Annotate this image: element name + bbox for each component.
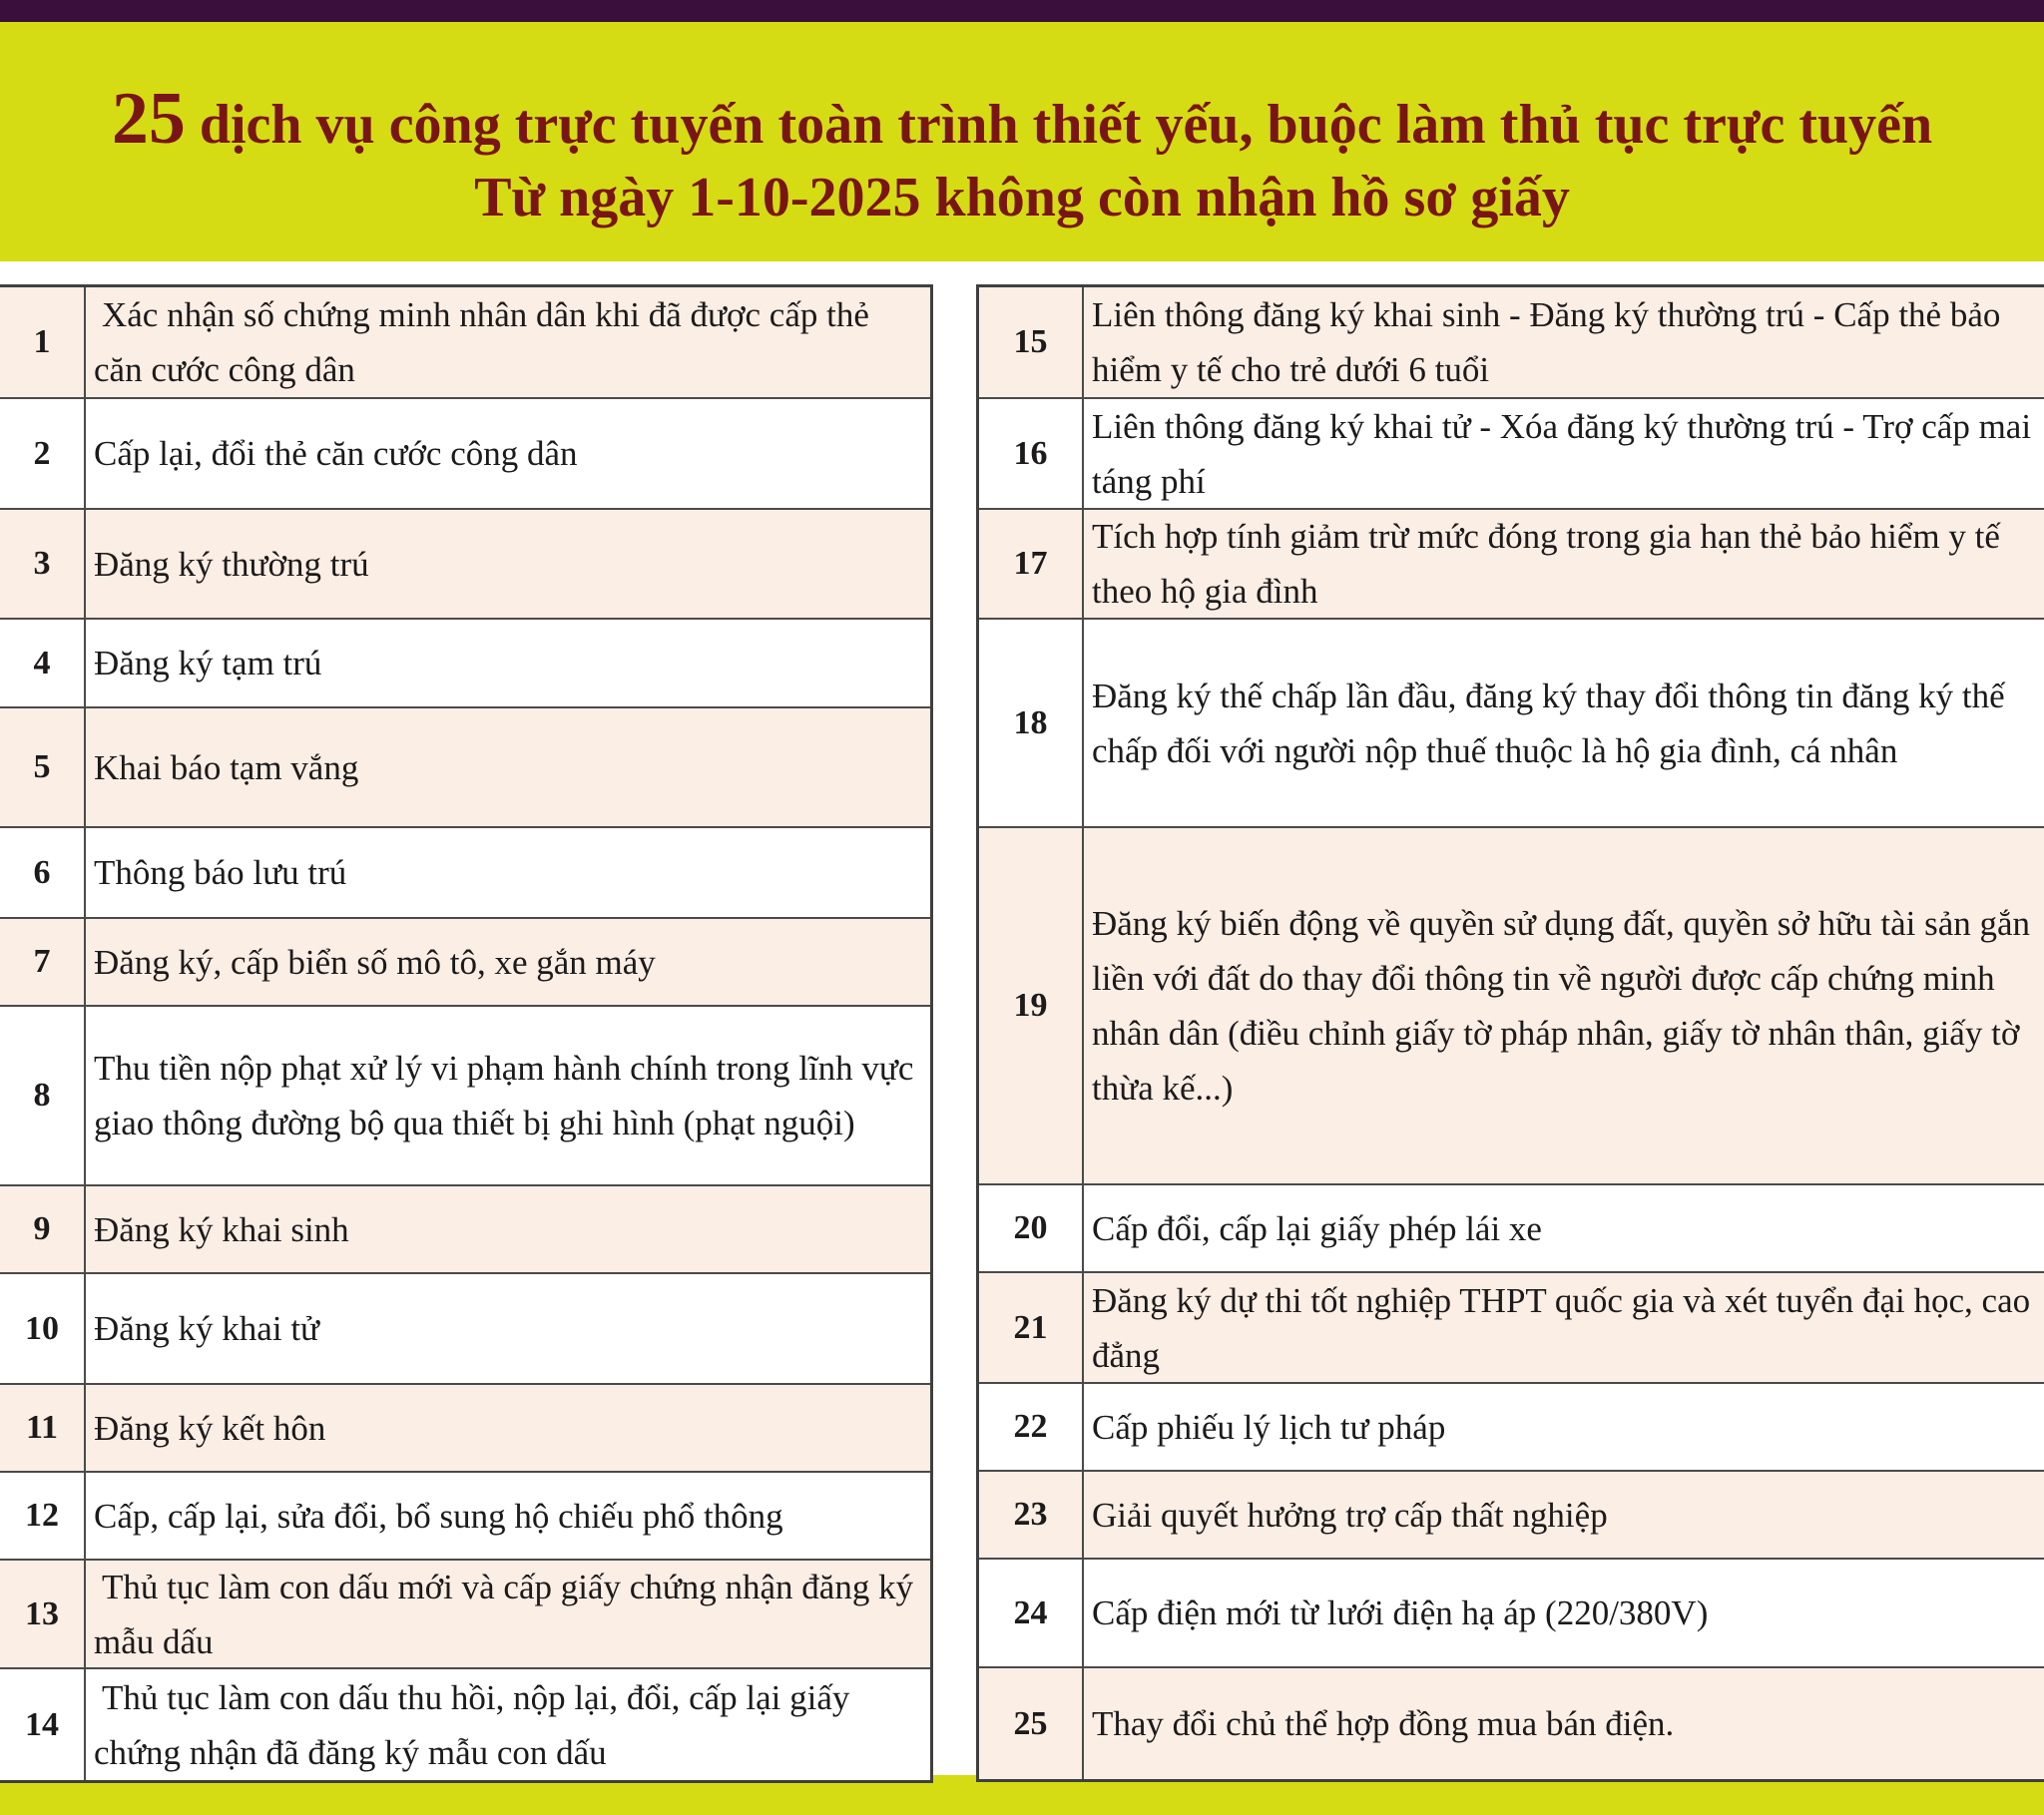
service-name: Cấp phiếu lý lịch tư pháp <box>1092 1407 1446 1447</box>
service-name: Thay đổi chủ thể hợp đồng mua bán điện. <box>1092 1704 1675 1743</box>
row-number: 2 <box>0 399 86 508</box>
table-row <box>979 1560 2044 1668</box>
table-row <box>979 1668 2044 1779</box>
row-number: 22 <box>979 1384 1084 1470</box>
service-name: Đăng ký thế chấp lần đầu, đăng ký thay đổi thông tin đăng ký thế chấp đối với người nộp thuế thuộc là hộ gia đình, cá nhân <box>1092 676 2005 770</box>
row-number: 10 <box>0 1274 86 1383</box>
table-row <box>0 620 930 708</box>
row-number: 24 <box>979 1560 1084 1666</box>
row-number: 13 <box>0 1561 86 1667</box>
row-number: 21 <box>979 1273 1084 1382</box>
service-name: Thông báo lưu trú <box>94 853 347 892</box>
service-name: Liên thông đăng ký khai tử - Xóa đăng ký thường trú - Trợ cấp mai táng phí <box>1092 406 2032 501</box>
service-name: Đăng ký dự thi tốt nghiệp THPT quốc gia và xét tuyển đại học, cao đẳng <box>1092 1280 2031 1375</box>
service-name: Cấp, cấp lại, sửa đổi, bổ sung hộ chiếu phổ thông <box>94 1496 783 1536</box>
service-name: Giải quyết hưởng trợ cấp thất nghiệp <box>1092 1495 1608 1535</box>
row-number: 7 <box>0 919 86 1005</box>
table-row <box>0 1007 930 1186</box>
row-number: 12 <box>0 1473 86 1559</box>
header-banner <box>0 22 2044 261</box>
service-name: Liên thông đăng ký khai sinh - Đăng ký thường trú - Cấp thẻ bảo hiểm y tế cho trẻ dưới 6 tuổi <box>1092 295 2001 389</box>
row-number: 11 <box>0 1385 86 1471</box>
row-number: 17 <box>979 510 1084 618</box>
services-table-right <box>976 284 2044 1782</box>
row-number: 5 <box>0 708 86 826</box>
table-row <box>979 620 2044 828</box>
table-row <box>0 1186 930 1274</box>
table-row <box>0 1274 930 1385</box>
row-number: 3 <box>0 510 86 618</box>
row-number: 8 <box>0 1007 86 1184</box>
table-row <box>979 828 2044 1185</box>
service-name: Đăng ký biến động về quyền sử dụng đất, quyền sở hữu tài sản gắn liền với đất do thay đổi thông tin về người được cấp chứng minh nhân dân (điều chỉnh giấy tờ pháp nhân, giấy tờ nhân thân, giấy tờ thừa kế...) <box>1092 904 2031 1108</box>
row-number: 9 <box>0 1186 86 1272</box>
row-number: 18 <box>979 620 1084 826</box>
service-name: Đăng ký khai sinh <box>94 1209 349 1249</box>
page-subtitle: Từ ngày 1-10-2025 không còn nhận hồ sơ giấy <box>474 167 1570 228</box>
row-number: 1 <box>0 287 86 397</box>
top-band <box>0 0 2044 22</box>
row-number: 20 <box>979 1185 1084 1271</box>
table-row <box>0 828 930 919</box>
service-name: Thủ tục làm con dấu thu hồi, nộp lại, đổi, cấp lại giấy chứng nhận đã đăng ký mẫu con dấu <box>94 1677 850 1772</box>
table-row <box>0 1561 930 1669</box>
row-number: 23 <box>979 1472 1084 1558</box>
service-name: Xác nhận số chứng minh nhân dân khi đã được cấp thẻ căn cước công dân <box>94 295 869 389</box>
table-row <box>979 1273 2044 1384</box>
row-number: 16 <box>979 399 1084 508</box>
page-title <box>0 78 2044 160</box>
row-number: 19 <box>979 828 1084 1183</box>
table-row <box>0 1669 930 1780</box>
table-row <box>0 1385 930 1473</box>
table-row <box>979 1185 2044 1273</box>
title-text: dịch vụ công trực tuyến toàn trình thiết yếu, buộc làm thủ tục trực tuyến <box>185 94 1933 156</box>
services-table-left <box>0 284 933 1783</box>
row-number: 4 <box>0 620 86 706</box>
service-name: Thu tiền nộp phạt xử lý vi phạm hành chính trong lĩnh vực giao thông đường bộ qua thiết bị ghi hình (phạt nguội) <box>94 1049 914 1142</box>
service-name: Thủ tục làm con dấu mới và cấp giấy chứng nhận đăng ký mẫu dấu <box>94 1567 914 1661</box>
table-row <box>0 1473 930 1561</box>
service-name: Đăng ký tạm trú <box>94 644 322 682</box>
row-number: 6 <box>0 828 86 917</box>
service-name: Cấp lại, đổi thẻ căn cước công dân <box>94 434 578 473</box>
title-number: 25 <box>111 78 186 160</box>
row-number: 14 <box>0 1669 86 1780</box>
service-name: Khai báo tạm vắng <box>94 747 359 787</box>
service-name: Cấp điện mới từ lưới điện hạ áp (220/380V) <box>1092 1593 1709 1632</box>
table-row <box>0 399 930 510</box>
table-row <box>979 510 2044 620</box>
service-name: Tích hợp tính giảm trừ mức đóng trong gia hạn thẻ bảo hiểm y tế theo hộ gia đình <box>1092 517 2000 611</box>
table-row <box>0 919 930 1007</box>
service-name: Đăng ký, cấp biển số mô tô, xe gắn máy <box>94 942 656 982</box>
table-row <box>979 1384 2044 1472</box>
service-name: Cấp đổi, cấp lại giấy phép lái xe <box>1092 1208 1542 1248</box>
table-row <box>0 287 930 399</box>
row-number: 25 <box>979 1668 1084 1779</box>
service-name: Đăng ký kết hôn <box>94 1408 326 1448</box>
table-row <box>0 708 930 828</box>
table-row <box>979 287 2044 399</box>
table-row <box>0 510 930 620</box>
table-row <box>979 399 2044 510</box>
service-name: Đăng ký khai tử <box>94 1309 320 1348</box>
table-row <box>979 1472 2044 1560</box>
service-name: Đăng ký thường trú <box>94 544 369 584</box>
row-number: 15 <box>979 287 1084 397</box>
